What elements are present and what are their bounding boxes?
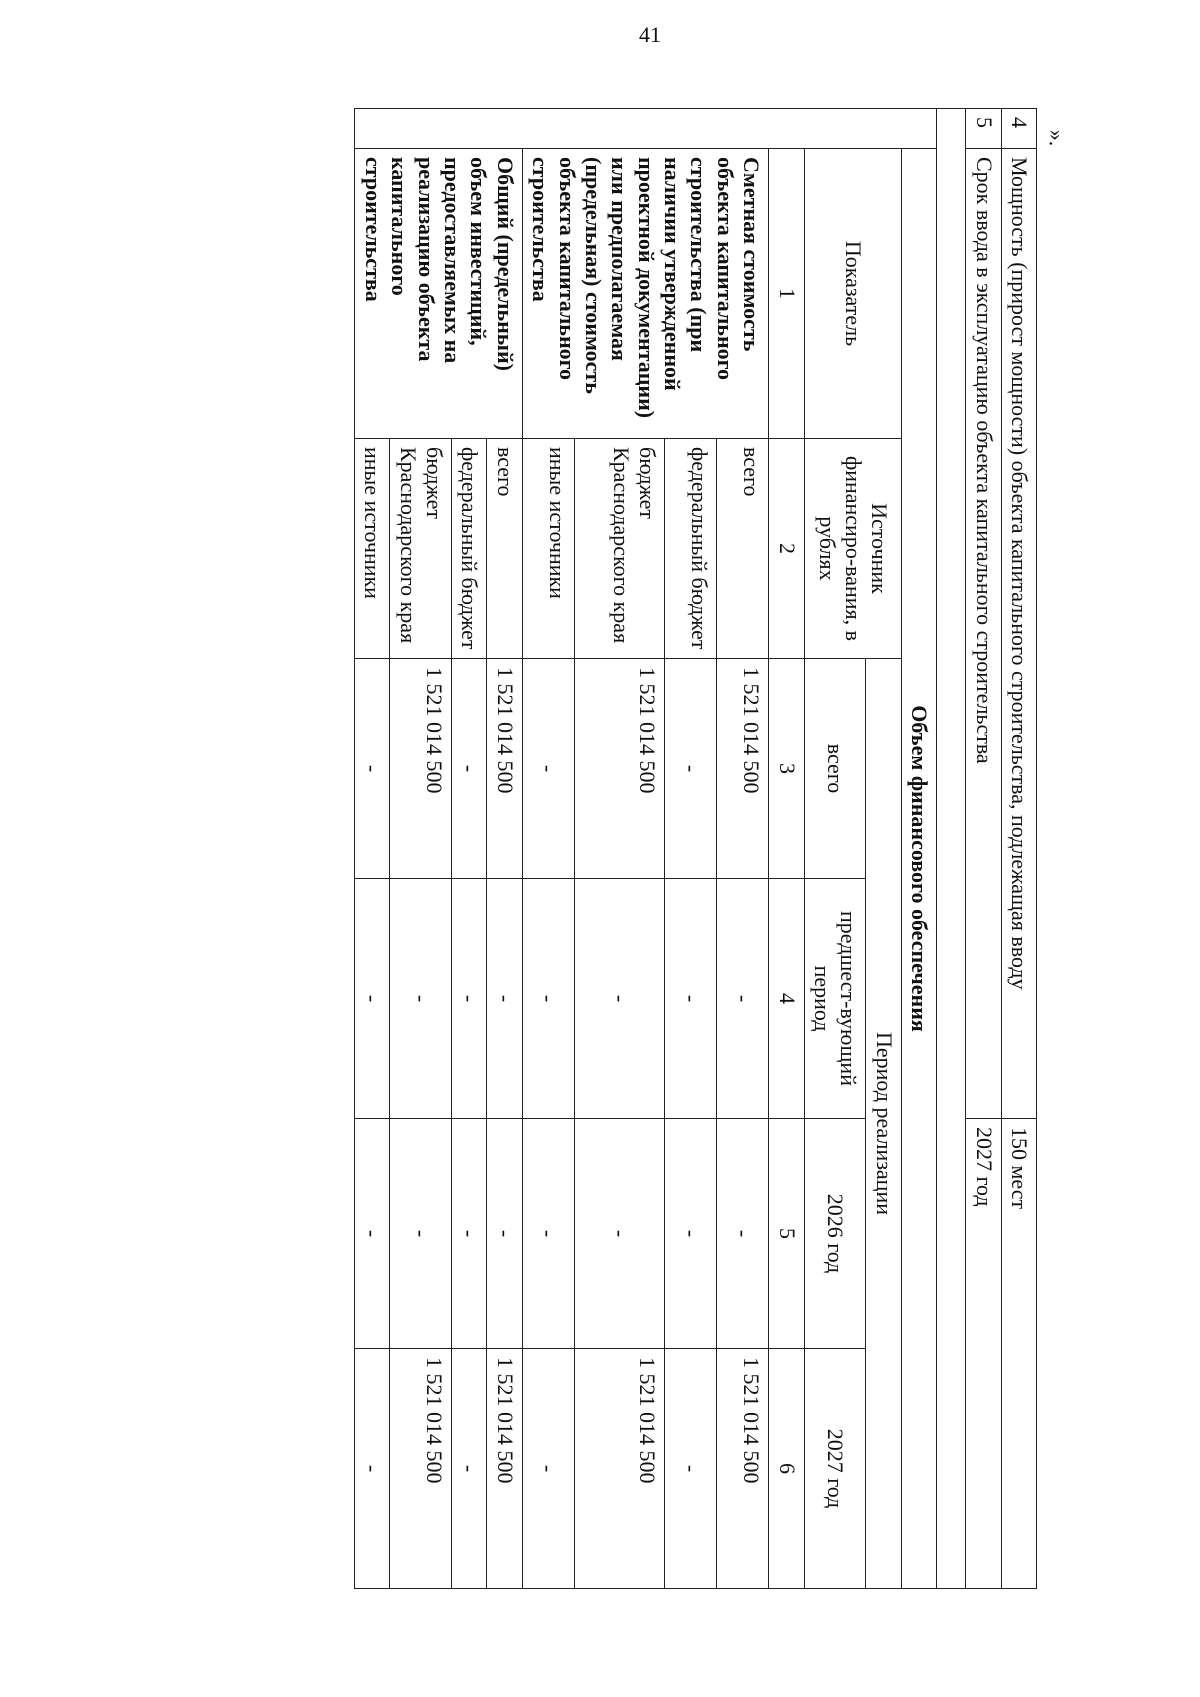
col-number: 1	[769, 149, 804, 439]
source-cell: федеральный бюджет	[451, 439, 486, 659]
rotated-table-sheet	[177, 108, 1037, 1588]
col-number: 6	[769, 1349, 804, 1589]
y2027-cell: -	[665, 1349, 717, 1589]
source-cell: всего	[487, 439, 522, 659]
source-cell: иные источники	[354, 439, 389, 659]
column-numbers-row	[769, 109, 804, 1589]
y2027-cell: 1 521 014 500	[574, 1349, 665, 1589]
y2026-cell: -	[522, 1119, 574, 1349]
spacer-row	[937, 109, 966, 1589]
prev-cell: -	[451, 879, 486, 1119]
col-number: 2	[769, 439, 804, 659]
source-cell: федеральный бюджет	[665, 439, 717, 659]
total-cell: 1 521 014 500	[390, 659, 452, 879]
col-number: 4	[769, 879, 804, 1119]
y2027-cell: -	[522, 1349, 574, 1589]
prev-cell: -	[717, 879, 769, 1119]
col-number: 3	[769, 659, 804, 879]
header-2027: 2027 год	[804, 1349, 866, 1589]
total-cell: 1 521 014 500	[487, 659, 522, 879]
header-source: Источник финансиро-вания, в рублях	[804, 439, 901, 659]
total-cell: 1 521 014 500	[574, 659, 665, 879]
total-cell: 1 521 014 500	[717, 659, 769, 879]
prev-cell: -	[354, 879, 389, 1119]
col-number: 5	[769, 1119, 804, 1349]
source-cell: всего	[717, 439, 769, 659]
y2027-cell: -	[354, 1349, 389, 1589]
header-total: всего	[804, 659, 866, 879]
header-previous: предшест-вующий период	[804, 879, 866, 1119]
source-cell: бюджет Краснодарского края	[390, 439, 452, 659]
prev-cell: -	[522, 879, 574, 1119]
table-row	[1001, 109, 1036, 1589]
y2026-cell: -	[665, 1119, 717, 1349]
header-2026: 2026 год	[804, 1119, 866, 1349]
page-number: 41	[639, 22, 661, 47]
prev-cell: -	[390, 879, 452, 1119]
indicator-cell: Сметная стоимость объекта капитального строительства (при наличии утвержденной проектной документации) или предполагаемая (предельная) стоимость объекта капитального строительства	[522, 149, 769, 439]
table-row	[717, 109, 769, 1589]
y2026-cell: -	[717, 1119, 769, 1349]
y2027-cell: -	[451, 1349, 486, 1589]
row-value: 150 мест	[1001, 1119, 1036, 1589]
table-row	[487, 109, 522, 1589]
prev-cell: -	[665, 879, 717, 1119]
closing-quote: ».	[1044, 129, 1070, 147]
row-label: Мощность (прирост мощности) объекта капитального строительства, подлежащая вводу	[1001, 149, 1036, 1119]
row-number: 4	[1001, 109, 1036, 149]
y2026-cell: -	[487, 1119, 522, 1349]
financing-table	[354, 108, 1037, 1589]
y2026-cell: -	[451, 1119, 486, 1349]
indicator-cell: Общий (предельный) объем инвестиций, предоставляемых на реализацию объекта капитального строительства	[354, 149, 522, 439]
total-cell: -	[665, 659, 717, 879]
prev-cell: -	[487, 879, 522, 1119]
y2027-cell: 1 521 014 500	[717, 1349, 769, 1589]
table-row	[966, 109, 1001, 1589]
source-cell: бюджет Краснодарского края	[574, 439, 665, 659]
y2026-cell: -	[354, 1119, 389, 1349]
header-period: Период реализации	[866, 659, 901, 1589]
y2027-cell: 1 521 014 500	[487, 1349, 522, 1589]
total-cell: -	[522, 659, 574, 879]
header-indicator: Показатель	[804, 149, 901, 439]
prev-cell: -	[574, 879, 665, 1119]
total-cell: -	[451, 659, 486, 879]
section-title: Объем финансового обеспечения	[901, 149, 936, 1589]
row-number: 5	[966, 109, 1001, 149]
y2026-cell: -	[574, 1119, 665, 1349]
source-cell: иные источники	[522, 439, 574, 659]
y2026-cell: -	[390, 1119, 452, 1349]
table-row	[901, 109, 936, 1589]
header-row	[866, 109, 901, 1589]
row-label: Срок ввода в эксплуатацию объекта капитального строительства	[966, 149, 1001, 1119]
total-cell: -	[354, 659, 389, 879]
row-value: 2027 год	[966, 1119, 1001, 1589]
y2027-cell: 1 521 014 500	[390, 1349, 452, 1589]
